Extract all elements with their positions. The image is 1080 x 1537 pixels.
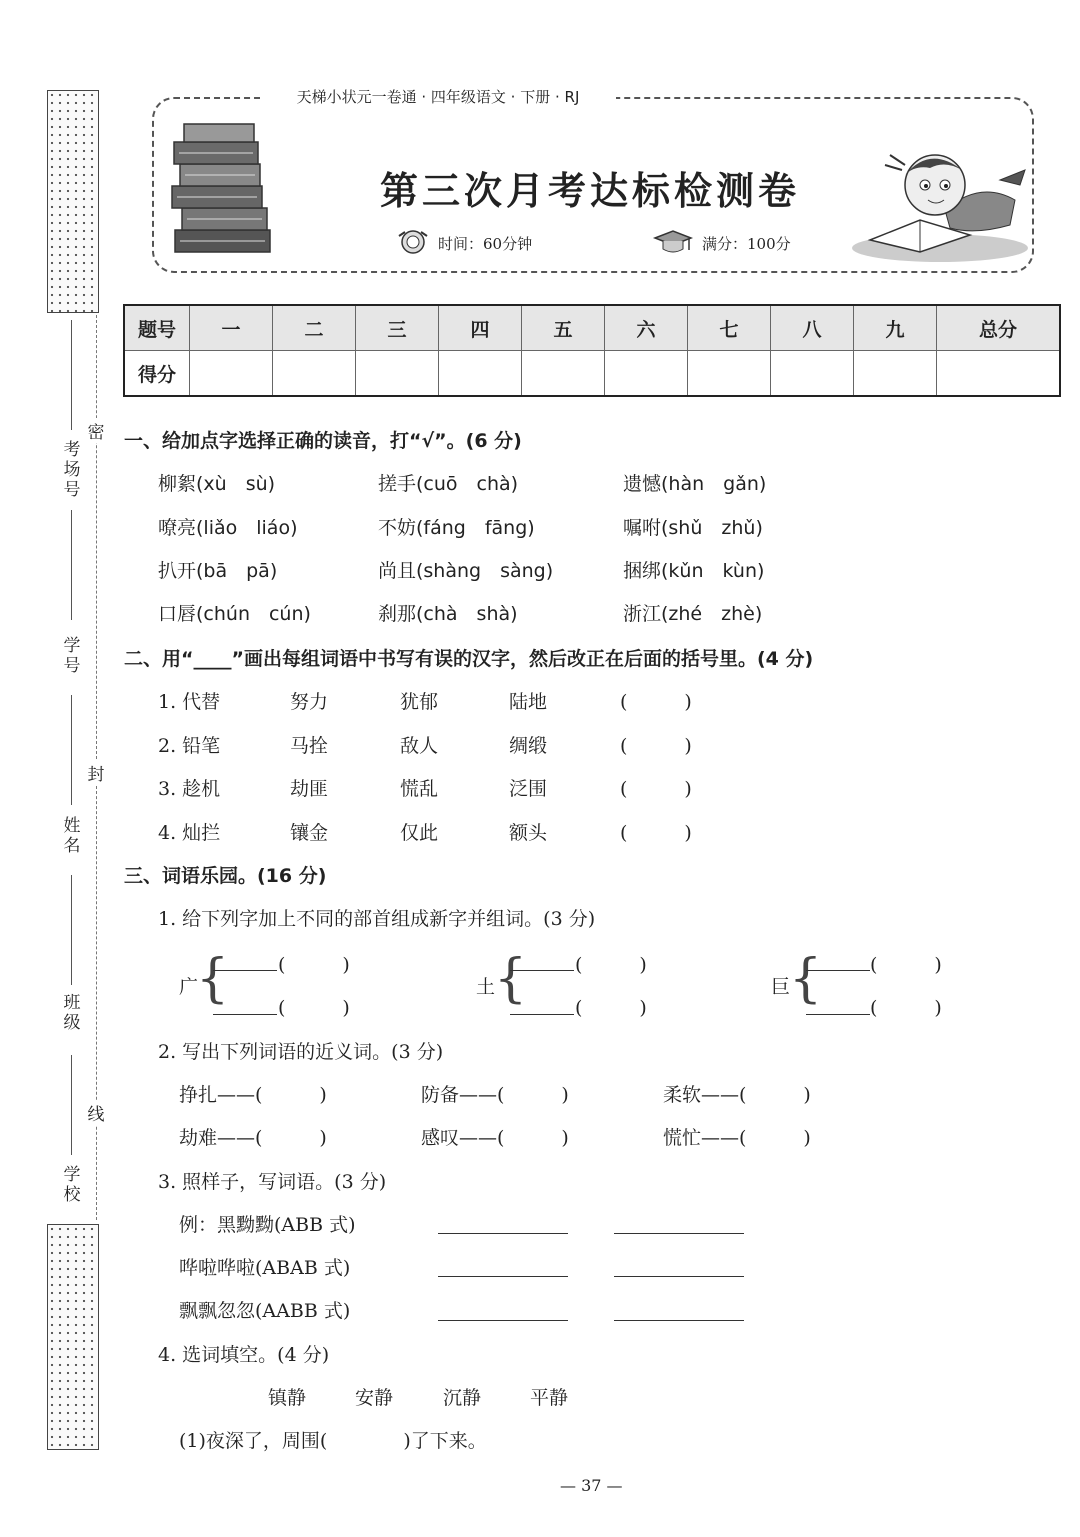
pinyin-item[interactable]: 柳絮(xù sù) [158,473,276,495]
pinyin-item[interactable]: 刹那(chà shà) [378,603,518,625]
section-3-heading: 三、词语乐园。(16 分) [124,865,327,887]
answer-paren[interactable]: ( ) [575,954,647,976]
header-cell: 题号 [124,305,190,351]
question-3-2: 2. 写出下列词语的近义词。(3 分) [158,1041,444,1063]
synonym-item[interactable]: 柔软——( ) [663,1084,811,1106]
answer-line[interactable] [614,1276,744,1277]
answer-paren[interactable]: ( ) [278,954,350,976]
word-item: 慌乱 [400,778,439,800]
score-cell[interactable] [688,351,771,397]
answer-line[interactable] [438,1233,568,1234]
word-item: 镶金 [290,822,329,844]
score-cell[interactable] [937,351,1061,397]
answer-paren[interactable]: ( ) [870,954,942,976]
word-item: 1. 代替 [158,691,221,713]
word-item: 4. 灿拦 [158,822,221,844]
header-cell: 总分 [937,305,1061,351]
word-item: 劫匪 [290,778,329,800]
header-cell: 二 [273,305,356,351]
synonym-item[interactable]: 劫难——( ) [179,1127,327,1149]
class-label: 班级 [63,993,81,1033]
header-cell: 九 [854,305,937,351]
brace: { [494,949,528,1009]
exam-room-label: 考场号 [63,440,81,500]
brace: { [789,949,823,1009]
synonym-item[interactable]: 慌忙——( ) [663,1127,811,1149]
margin-rule [71,1055,72,1155]
books-stack-illustration [160,120,280,260]
series-title: 天梯小状元一卷通 · 四年级语文 · 下册 · RJ [260,86,616,107]
seal-mark-mi: 密 [86,418,106,443]
pinyin-item[interactable]: 嘱咐(shǔ zhǔ) [623,517,763,539]
correction-blank[interactable]: ( ) [620,735,692,757]
seal-mark-xian: 线 [86,1100,106,1125]
pinyin-item[interactable]: 扒开(bā pā) [158,560,278,582]
pinyin-item[interactable]: 尚且(shàng sàng) [378,560,554,582]
score-row [124,351,1060,397]
exam-time: 时间：60分钟 [438,235,533,253]
margin-rule [71,510,72,620]
answer-line[interactable] [510,970,574,971]
header-cell: 三 [356,305,439,351]
synonym-item[interactable]: 感叹——( ) [421,1127,569,1149]
word-item: 泛围 [509,778,548,800]
synonym-item[interactable]: 防备——( ) [421,1084,569,1106]
page-title: 第三次月考达标检测卷 [379,169,800,213]
reading-girl-illustration [850,140,1030,265]
section-2-heading: 二、用“____”画出每组词语中书写有误的汉字，然后改正在后面的括号里。(4 分) [124,648,814,670]
score-cell[interactable] [190,351,273,397]
word-choice: 镇静 [268,1387,307,1409]
word-item: 额头 [509,822,548,844]
correction-blank[interactable]: ( ) [620,822,692,844]
correction-blank[interactable]: ( ) [620,691,692,713]
pattern-example: 飘飘忽忽(AABB 式) [179,1300,351,1322]
pattern-example: 哗啦哗啦(ABAB 式) [179,1257,351,1279]
pinyin-item[interactable]: 浙江(zhé zhè) [623,603,763,625]
word-item: 敌人 [400,735,439,757]
question-3-3: 3. 照样子，写词语。(3 分) [158,1171,387,1193]
pinyin-item[interactable]: 口唇(chún cún) [158,603,311,625]
score-cell[interactable] [439,351,522,397]
header-cell: 五 [522,305,605,351]
section-1-heading: 一、给加点字选择正确的读音，打“√”。(6 分) [124,430,522,452]
correction-blank[interactable]: ( ) [620,778,692,800]
word-item: 3. 趁机 [158,778,221,800]
word-item: 2. 铅笔 [158,735,221,757]
radical-char: 土 [476,976,496,998]
header-cell: 八 [771,305,854,351]
word-choice: 平静 [530,1387,569,1409]
score-cell[interactable] [854,351,937,397]
clock-icon [395,228,431,256]
seal-mark-feng: 封 [86,760,106,785]
score-cell[interactable] [522,351,605,397]
word-item: 仅此 [400,822,439,844]
fill-sentence[interactable]: (1)夜深了，周围( )了下来。 [179,1430,487,1452]
header-cell: 四 [439,305,522,351]
score-label-cell: 得分 [124,351,190,397]
word-choice: 沉静 [443,1387,482,1409]
decorative-pattern-top [47,90,99,313]
answer-paren[interactable]: ( ) [870,997,942,1019]
question-number-row [124,305,1060,351]
answer-line[interactable] [614,1320,744,1321]
margin-rule [71,875,72,985]
synonym-item[interactable]: 挣扎——( ) [179,1084,327,1106]
word-choice: 安静 [355,1387,394,1409]
margin-rule [71,320,72,430]
score-cell[interactable] [273,351,356,397]
pinyin-item[interactable]: 搓手(cuō chà) [378,473,519,495]
word-item: 绸缎 [509,735,548,757]
pinyin-item[interactable]: 嘹亮(liǎo liáo) [158,517,298,539]
pinyin-item[interactable]: 捆绑(kǔn kùn) [623,560,765,582]
header-cell: 六 [605,305,688,351]
answer-line[interactable] [806,1014,870,1015]
answer-line[interactable] [213,1014,277,1015]
word-item: 马拴 [290,735,329,757]
answer-line[interactable] [614,1233,744,1234]
score-cell[interactable] [771,351,854,397]
brace: { [196,949,230,1009]
student-number-label: 学号 [63,636,81,676]
decorative-pattern-bottom [47,1224,99,1450]
answer-paren[interactable]: ( ) [575,997,647,1019]
answer-paren[interactable]: ( ) [278,997,350,1019]
page-number: — 37 — [560,1476,623,1495]
score-cell[interactable] [605,351,688,397]
header-cell: 一 [190,305,273,351]
answer-line[interactable] [510,1014,574,1015]
question-3-1: 1. 给下列字加上不同的部首组成新字并组词。(3 分) [158,908,596,930]
answer-line[interactable] [438,1320,568,1321]
word-item: 陆地 [509,691,548,713]
question-3-4: 4. 选词填空。(4 分) [158,1344,330,1366]
school-label: 学校 [63,1165,81,1205]
score-table [123,304,1061,397]
pattern-example: 例：黑黝黝(ABB 式) [179,1214,356,1236]
radical-char: 广 [179,976,199,998]
word-item: 努力 [290,691,329,713]
header-cell: 七 [688,305,771,351]
answer-line[interactable] [806,970,870,971]
score-cell[interactable] [356,351,439,397]
full-score: 满分：100分 [702,235,791,253]
margin-rule [71,695,72,805]
graduation-cap-icon [652,228,694,256]
answer-line[interactable] [438,1276,568,1277]
radical-char: 巨 [771,976,791,998]
word-item: 犹郁 [400,691,439,713]
name-label: 姓名 [63,816,81,856]
pinyin-item[interactable]: 不妨(fáng fāng) [378,517,535,539]
answer-line[interactable] [213,970,277,971]
pinyin-item[interactable]: 遗憾(hàn gǎn) [623,473,767,495]
